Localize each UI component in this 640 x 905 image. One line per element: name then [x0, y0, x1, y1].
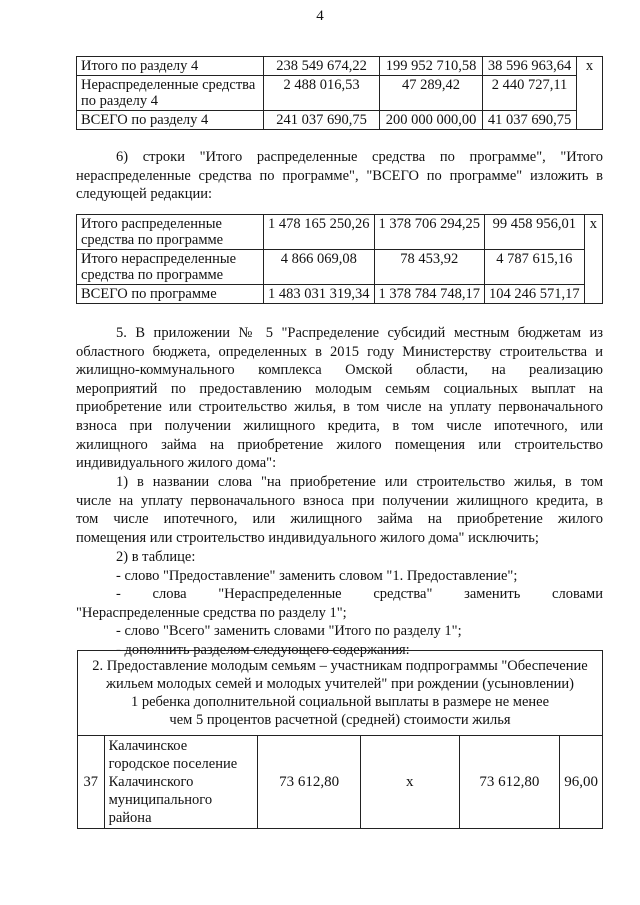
row-label: Итого нераспределенные средства по программе: [77, 250, 264, 285]
cell-value: 47 289,42: [380, 76, 483, 111]
text-line: - дополнить разделом следующего содержания:: [116, 641, 410, 658]
text-line: 6) строки "Итого распределенные средства по программе", "Итого: [116, 149, 603, 165]
table-row: [77, 76, 603, 111]
text-line: жилищного займа на приобретение жилого помещения или строительство: [76, 436, 603, 453]
table-row: [77, 250, 603, 285]
text-line: том числе ипотечного, или жилищного займа на приобретение жилого: [76, 511, 603, 528]
table-row: [77, 111, 603, 130]
text-line: Калачинского: [108, 774, 194, 790]
text-line: 5. В приложении № 5 "Распределение субсидий местным бюджетам из: [116, 325, 603, 341]
row-number: 37: [78, 736, 105, 829]
table-header-row: [78, 651, 603, 736]
cell-value: 2 488 016,53: [264, 76, 380, 111]
cell-value: 4 787 615,16: [485, 250, 585, 285]
paragraph-5: [76, 324, 603, 473]
cell-value: 38 596 963,64: [483, 57, 577, 76]
row-label: ВСЕГО по разделу 4: [77, 111, 264, 130]
item-1: [76, 473, 603, 547]
section-header: [78, 651, 603, 736]
table-row: [77, 285, 603, 304]
cell-value: 1 378 706 294,25: [374, 215, 485, 250]
table-row: [77, 57, 603, 76]
cell-value: 238 549 674,22: [264, 57, 380, 76]
cell-value: 1 378 784 748,17: [374, 285, 485, 304]
text-line: следующей редакции:: [76, 186, 213, 203]
cell-value: х: [360, 736, 459, 829]
text-line: 2) в таблице:: [116, 549, 196, 565]
paragraph-6: [76, 148, 603, 204]
cell-value: 1 478 165 250,26: [264, 215, 375, 250]
text-line: жилищно-коммунального комплекса Омской области, на реализацию: [76, 362, 603, 379]
item-2: [76, 548, 603, 660]
text-line: 1 ребенка дополнительной социальной выплаты в размере не менее: [130, 694, 550, 710]
cell-value: х: [577, 57, 603, 130]
text-line: областного бюджета, определенных в 2015 году Министерству строительства и: [76, 343, 603, 360]
text-line: чем 5 процентов расчетной (средней) стоимости жилья: [169, 712, 511, 728]
cell-value: 99 458 956,01: [485, 215, 585, 250]
cell-value: 78 453,92: [374, 250, 485, 285]
new-section-table: [77, 650, 603, 829]
cell-value: 199 952 710,58: [380, 57, 483, 76]
cell-value: 1 483 031 319,34: [264, 285, 375, 304]
text-line: приобретение или строительство жилья, в том числе на уплату первоначального: [76, 399, 603, 416]
cell-value: 2 440 727,11: [483, 76, 577, 111]
row-label: ВСЕГО по программе: [77, 285, 264, 304]
cell-value: 104 246 571,17: [485, 285, 585, 304]
municipality-name: [104, 736, 258, 829]
text-line: числе на уплату первоначального взноса при получении жилищного кредита, в: [76, 492, 603, 509]
text-line: взноса при получении жилищного кредита, в том числе ипотечного, или: [76, 417, 603, 434]
section4-totals-table: [76, 56, 603, 130]
text-line: нераспределенные средства по программе", "ВСЕГО по программе" изложить в: [76, 167, 603, 184]
text-line: жильем молодых семей и молодых учителей" при рождении (усыновлении): [106, 676, 574, 692]
cell-value: 96,00: [560, 736, 603, 829]
text-line: - слова "Нераспределенные средства" заменить словами: [116, 586, 603, 603]
row-label: Итого распределенные средства по программе: [77, 215, 264, 250]
text-line: помещения или строительство индивидуального жилого дома" исключить;: [76, 529, 539, 546]
text-line: - слово "Предоставление" заменить словом "1. Предоставление";: [116, 567, 518, 584]
text-line: Калачинское: [108, 738, 188, 754]
cell-value: 200 000 000,00: [380, 111, 483, 130]
text-line: индивидуального жилого дома":: [76, 455, 277, 472]
cell-value: 41 037 690,75: [483, 111, 577, 130]
page-number: 4: [316, 8, 324, 24]
text-line: муниципального: [108, 792, 213, 808]
text-line: городское поселение: [108, 756, 238, 772]
program-totals-table: [76, 214, 603, 304]
cell-value: 73 612,80: [258, 736, 360, 829]
text-line: района: [108, 810, 152, 826]
text-line: "Нераспределенные средства по разделу 1";: [76, 604, 347, 621]
row-label: Итого по разделу 4: [77, 57, 264, 76]
cell-value: х: [584, 215, 602, 304]
cell-value: 241 037 690,75: [264, 111, 380, 130]
cell-value: 73 612,80: [459, 736, 560, 829]
text-line: - слово "Всего" заменить словами "Итого по разделу 1";: [116, 623, 462, 640]
cell-value: 4 866 069,08: [264, 250, 375, 285]
table-row: [77, 215, 603, 250]
text-line: 2. Предоставление молодым семьям – участникам подпрограммы "Обеспечение: [92, 658, 588, 674]
text-line: 1) в названии слова "на приобретение или строительство жилья, в том: [116, 474, 603, 490]
table-row: [78, 736, 603, 829]
row-label: Нераспределенные средства по разделу 4: [77, 76, 264, 111]
text-line: мероприятий по предоставлению молодым семьям социальных выплат на: [76, 380, 603, 397]
